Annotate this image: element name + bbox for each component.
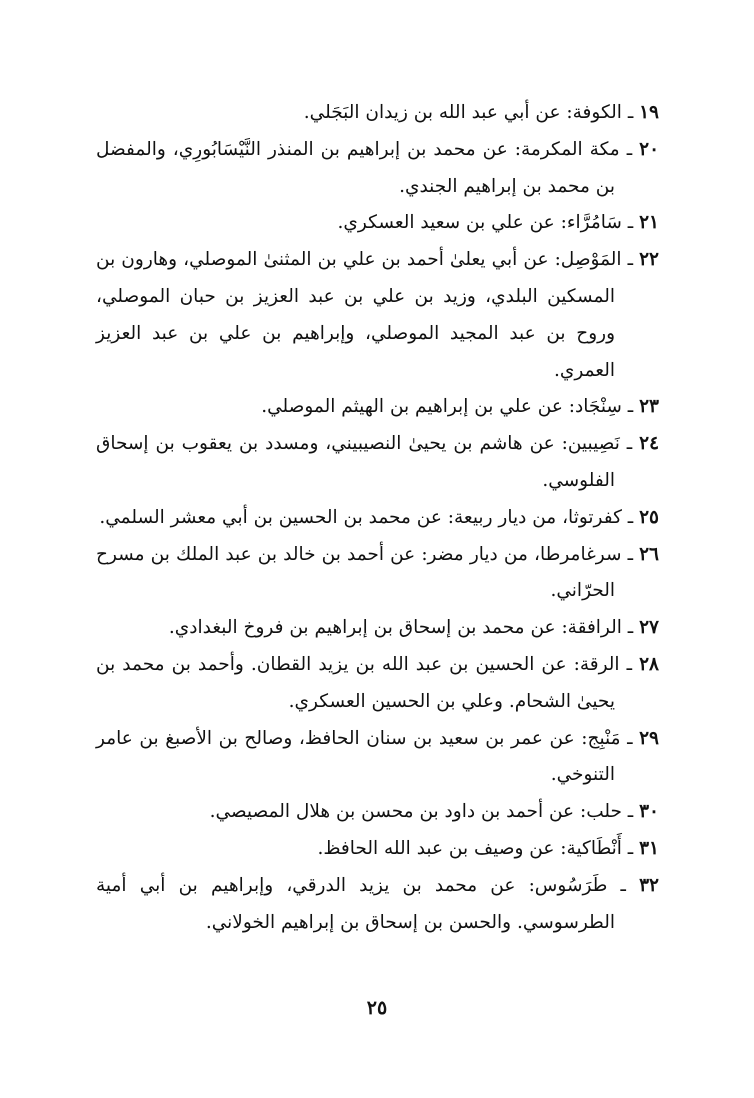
entry-number: ١٩ xyxy=(639,102,659,123)
entry-text: ـ الرقة: عن الحسين بن عبد الله بن يزيد القطان. وأحمد بن محمد بن يحيىٰ الشحام. وعلي بن الحسين العسكري. xyxy=(96,653,633,712)
entry-number: ٣٠ xyxy=(639,801,659,823)
entry-text: ـ سرغامرطا، من ديار مضر: عن أحمد بن خالد بن عبد الملك بن مسرح الحرّاني. xyxy=(96,543,633,602)
entry-29 xyxy=(96,721,659,795)
entry-text: ـ سِنْجَاد: عن علي بن إبراهيم بن الهيثم الموصلي. xyxy=(261,396,634,418)
entry-22 xyxy=(96,242,659,389)
entry-28 xyxy=(96,647,659,721)
entry-20 xyxy=(96,132,659,206)
entry-19 xyxy=(96,95,659,132)
entry-number: ٢٩ xyxy=(639,727,659,749)
entry-31 xyxy=(96,831,659,868)
entry-number: ٣١ xyxy=(639,837,659,859)
entry-text: ـ طَرَسُوس: عن محمد بن يزيد الدرقي، وإبراهيم بن أبي أمية الطرسوسي. والحسن بن إسحاق بن إبراهيم الخولاني. xyxy=(96,874,626,933)
entry-text: ـ الكوفة: عن أبي عبد الله بن زيدان البَجَلي. xyxy=(303,102,634,123)
entry-number: ٢٦ xyxy=(639,543,659,565)
entry-24 xyxy=(96,426,659,500)
entry-26 xyxy=(96,537,659,611)
entry-number: ٢١ xyxy=(639,212,659,234)
entry-number: ٣٢ xyxy=(639,874,659,896)
entry-27 xyxy=(96,610,659,647)
entry-23 xyxy=(96,389,659,426)
entry-number: ٢٠ xyxy=(639,138,660,160)
entry-30 xyxy=(96,794,659,831)
entry-text: ـ مَنْبِج: عن عمر بن سعيد بن سنان الحافظ، وصالح بن الأصبغ بن عامر التنوخي. xyxy=(96,727,633,786)
entry-text: ـ حلب: عن أحمد بن داود بن محسن بن هلال المصيصي. xyxy=(209,801,634,823)
entry-text: ـ مكة المكرمة: عن محمد بن إبراهيم بن المنذر النَّيْسَابُورِي، والمفضل بن محمد بن إبراهيم الجندي. xyxy=(96,138,633,197)
entry-number: ٢٣ xyxy=(639,396,659,418)
page-number: ٢٥ xyxy=(366,997,388,1019)
entry-number: ٢٧ xyxy=(639,617,659,639)
entry-text: ـ أَنْطَاكية: عن وصيف بن عبد الله الحافظ. xyxy=(317,837,634,859)
entry-21 xyxy=(96,205,659,242)
entry-text: ـ الرافقة: عن محمد بن إسحاق بن إبراهيم بن فروخ البغدادي. xyxy=(168,617,634,639)
entry-number: ٢٤ xyxy=(639,433,660,455)
entry-number: ٢٥ xyxy=(639,506,659,528)
entry-text: ـ نَصِيبين: عن هاشم بن يحيىٰ النصيبيني، ومسدد بن يعقوب بن إسحاق الفلوسي. xyxy=(96,433,633,491)
entry-number: ٢٢ xyxy=(639,249,659,271)
entry-text: ـ المَوْصِل: عن أبي يعلىٰ أحمد بن علي بن المثنىٰ الموصلي، وهارون بن المسكين البلدي، وزيد بن علي بن عبد العزيز بن حبان الموصلي، وروح بن عبد المجيد الموصلي، وإبراهيم بن علي بن عبد العزيز العمري. xyxy=(96,249,634,381)
entry-text: ـ سَامُرَّاء: عن علي بن سعيد العسكري. xyxy=(337,212,634,234)
page-content xyxy=(96,95,659,941)
entry-number: ٢٨ xyxy=(639,653,659,675)
entry-text: ـ كفرتوثا، من ديار ربيعة: عن محمد بن الحسين بن أبي معشر السلمي. xyxy=(99,506,634,528)
entry-25 xyxy=(96,500,659,537)
entry-32 xyxy=(96,868,659,942)
